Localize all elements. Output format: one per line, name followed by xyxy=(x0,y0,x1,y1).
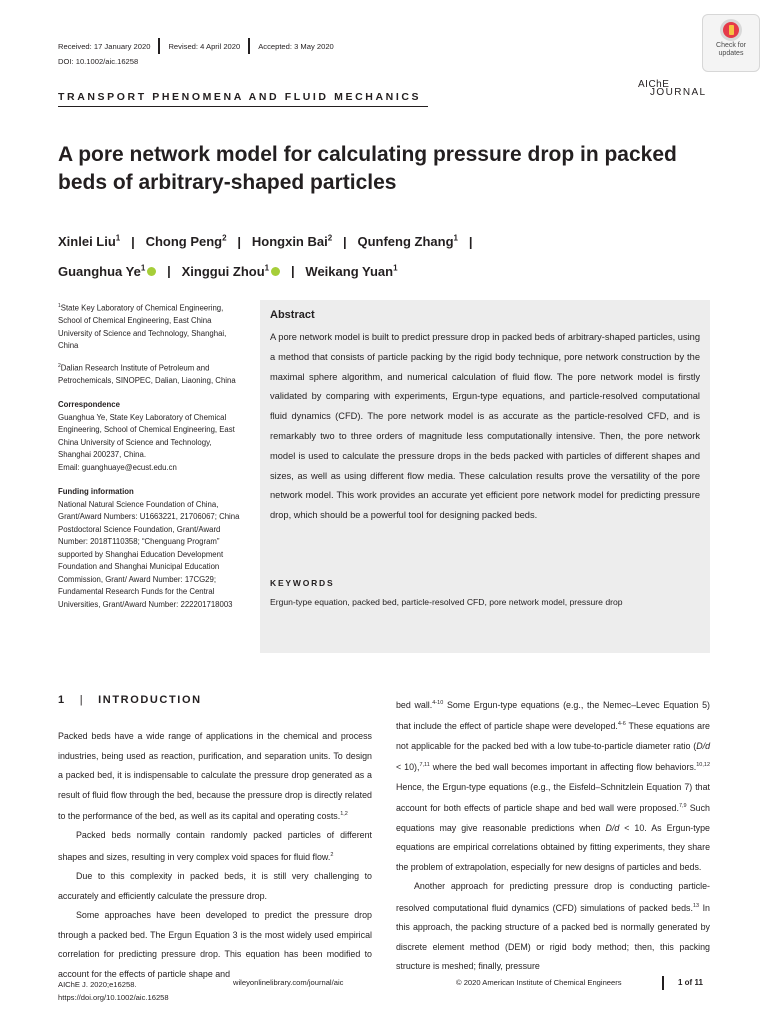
affiliations-sidebar xyxy=(58,300,244,618)
footer-divider xyxy=(662,976,664,990)
revised-date: Revised: 4 April 2020 xyxy=(168,41,241,51)
paragraph: Packed beds have a wide range of applications in the chemical and process industries, being used as reaction, purification, and separation units. To design a packed bed, it is indispensable to calculate the pressure drop generated as a result of fluid flow through the bed, because the pressure drop is directly related to the performance of the bed, as well as its capital and operating costs.$^{1,2}$ xyxy=(58,731,372,821)
date-divider xyxy=(158,38,160,54)
email-link[interactable]: Email: guanghuaye@ecust.edu.cn xyxy=(58,462,177,472)
author[interactable]: Qunfeng Zhang$^1$ xyxy=(357,234,458,250)
body-column-left xyxy=(58,727,372,984)
copyright: © 2020 American Institute of Chemical Engineers xyxy=(456,978,622,987)
check-updates-label: Check for updates xyxy=(716,42,746,57)
paragraph: bed wall.$^{4-10}$ Some Ergun-type equations (e.g., the Nemec–Levec Equation 5) that include the effect of particle shape were developed.$^{4-6}$ These equations are not applicable for the packed bed with a low tube-to-particle diameter ratio (D/d < 10),$^{7,11}$ where the bed wall becomes important in affecting flow behaviors.$^{10,12}$ Hence, the Ergun-type equations (e.g., the Eisfeld–Schnitzlein Equation 7) that account for both effects of particle shape and bed wall were proposed.$^{7,9}$ Such equations may give reasonable predictions when D/d < 10. As Ergun-type equations are empirical correlations obtained by fitting experiments, they share the problem of extrapolation, especially for new designs of particles and beds. xyxy=(396,699,710,872)
page-number: 1 of 11 xyxy=(678,978,703,987)
paragraph: Some approaches have been developed to predict the pressure drop through a packed bed. The Ergun Equation 3 is the most widely used empirical correlation for predicting pressure drop. This equation has been modified to account for the effects of particle shape and xyxy=(58,910,372,979)
keywords: Ergun-type equation, packed bed, particle-resolved CFD, pore network model, pressure drop xyxy=(270,597,623,607)
check-updates-icon xyxy=(720,19,742,41)
citation-ref[interactable]: 2 xyxy=(330,851,334,858)
date-divider xyxy=(248,38,250,54)
journal-logo: AIChE JOURNAL xyxy=(638,79,707,98)
citation-ref[interactable]: 4-6 xyxy=(617,721,626,728)
footer-citation: AIChE J. 2020;e16258. https://doi.org/10.1002/aic.16258 xyxy=(58,980,169,1002)
body-column-right xyxy=(396,694,710,977)
author[interactable]: Weikang Yuan$^1$ xyxy=(305,263,398,279)
author[interactable]: Guanghua Ye$^1$ xyxy=(58,263,146,279)
correspondence-heading: Correspondence xyxy=(58,400,120,410)
citation-ref[interactable]: 13 xyxy=(692,902,700,909)
funding-heading: Funding information xyxy=(58,487,134,497)
check-for-updates-button[interactable] xyxy=(702,14,760,72)
doi: DOI: 10.1002/aic.16258 xyxy=(58,57,139,66)
paragraph: Another approach for predicting pressure drop is conducting particle-resolved computational fluid dynamics (CFD) simulations of packed beds.$^{13}$ In this approach, the packing structure of a packed bed is normally generated by discrete element method (DEM) or rigid body method; then, this packing structure is meshed; finally, pressure xyxy=(396,881,710,972)
citation-ref[interactable]: 1,2 xyxy=(340,811,348,817)
accepted-date: Accepted: 3 May 2020 xyxy=(258,41,334,51)
received-date: Received: 17 January 2020 xyxy=(58,41,151,51)
abstract-heading: Abstract xyxy=(270,309,315,321)
affiliation-1: $^1$State Key Laboratory of Chemical Engineering, School of Chemical Engineering, East China University of Science and Technology, Shanghai, China xyxy=(58,303,227,351)
funding: Funding information National Natural Science Foundation of China, Grant/Award Numbers: U1663221, 21706067; China Postdoctoral Science Foundation, Grant/Award Number: 2018T110358; “Chenguang Program” supported by Shanghai Education Development Foundation and Shanghai Municipal Education Commission, Grant/ Award Number: 17CG29; Fundamental Research Funds for the Central Universities, Grant/Award Number: 222201718003 xyxy=(58,486,244,611)
keywords-heading: KEYWORDS xyxy=(270,578,335,588)
article-title: A pore network model for calculating pressure drop in packed beds of arbitrary-shaped particles xyxy=(58,143,677,194)
author[interactable]: Chong Peng$^2$ xyxy=(145,234,227,250)
doi-link[interactable]: https://doi.org/10.1002/aic.16258 xyxy=(58,993,169,1002)
orcid-icon[interactable] xyxy=(147,267,156,276)
author[interactable]: Xinggui Zhou$^1$ xyxy=(181,263,270,279)
paragraph: Packed beds normally contain randomly packed particles of different shapes and sizes, resulting in very complex void spaces for fluid flow.$^2$ xyxy=(58,830,372,862)
article-dates xyxy=(58,38,334,54)
journal-url[interactable]: wileyonlinelibrary.com/journal/aic xyxy=(233,978,344,987)
citation-ref[interactable]: 4-10 xyxy=(432,700,444,706)
abstract-text: A pore network model is built to predict pressure drop in packed beds of arbitrary-shaped particles, using a method that consists of particle packing by the rigid body technique, pore network construction by the maximal sphere algorithm, and numerical calculation of fluid flow. The pore network model is firstly validated by comparing with experiments, Ergun-type equations, and particle-resolved computational fluid dynamics (CFD). The pore network model is as accurate as the particle-resolved CFD, and is remarkably two to three orders of magnitude less computationally intensive. Then, the pore network model is used to calculate the pressure drops in the beds packed with particles of different shapes and sizes, as well as using different flow media. These calculation results prove the versatility of the pore network model. This work provides an accurate yet efficient pore network model for predicting pressure drop, which should be a powerful tool for designing packed beds. xyxy=(270,332,700,521)
introduction-heading: 1 | INTRODUCTION xyxy=(58,694,202,706)
author[interactable]: Xinlei Liu$^1$ xyxy=(58,234,121,250)
author-list: Xinlei Liu$^1$ | Chong Peng$^2$ | Hongxin Bai$^2$ | Qunfeng Zhang$^1$ | Guanghua Ye$^1$ | Xinggui Zhou$^1$ | Weikang Yuan$^1$ xyxy=(58,234,473,279)
author[interactable]: Hongxin Bai$^2$ xyxy=(251,234,333,250)
affiliation-2: $^2$Dalian Research Institute of Petroleum and Petrochemicals, SINOPEC, Dalian, Liaoning, China xyxy=(58,362,236,385)
section-rule xyxy=(58,106,428,107)
correspondence: Correspondence Guanghua Ye, State Key Laboratory of Chemical Engineering, School of Chemical Engineering, East China University of Science and Technology, Shanghai 200237, China. Email: guanghuaye@ecust.edu.cn xyxy=(58,399,244,474)
orcid-icon[interactable] xyxy=(271,267,280,276)
citation-ref[interactable]: 10,12 xyxy=(696,762,710,769)
citation-ref[interactable]: 7,9 xyxy=(678,803,687,810)
paragraph: Due to this complexity in packed beds, it is still very challenging to accurately and efficiently calculate the pressure drop. xyxy=(58,871,372,901)
section-heading: TRANSPORT PHENOMENA AND FLUID MECHANICS xyxy=(58,91,422,103)
citation-ref[interactable]: 7,11 xyxy=(419,762,430,769)
